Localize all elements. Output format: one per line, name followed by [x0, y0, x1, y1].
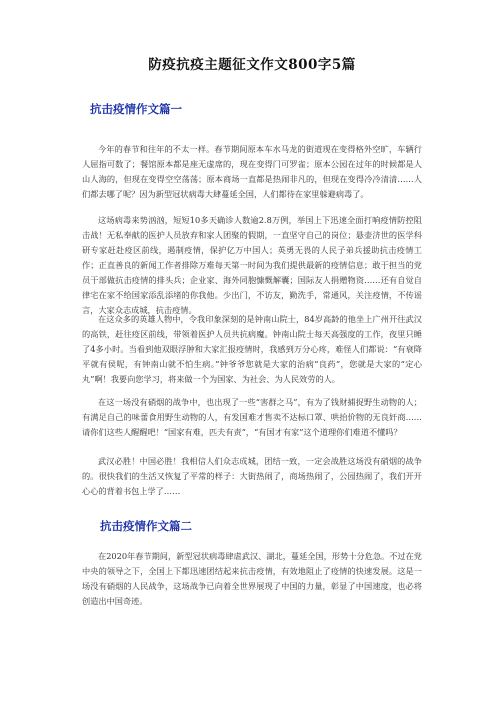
section-heading-1: 抗击疫情作文篇一 — [90, 102, 182, 116]
paragraph: 这场病毒来势汹汹，短短10多天确诊人数逾2.8万例，举国上下迅速全面打响疫情防控阻击战！无私奉献的医护人员放弃和家人团聚的假期，一直坚守自己的岗位；悬壶济世的医学科研专家赶赴疫区前线，遏制疫情，保护亿万中国人；英勇无畏的人民子弟兵援助抗击疫情工作；正直善良的新闻工作者排除万难每天第一时间为我们提供最新的疫情信息；敢于担当的党员干部做抗击疫情的排头兵；企业家、海外同胞慷慨解囊；国际友人捐赠物资……还有自觉自律宅在家不给国家添乱添堵的你我他。少出门，不访友，勤洗手，常通风，关注疫情，不传谣言，大家众志成城，抗击疫情。 — [82, 215, 422, 315]
paragraph: 在这众多的英雄人物中，令我印象深刻的是钟南山院士，84岁高龄的他坐上广州开往武汉的高铁，赶往疫区前线，带领着医护人员共抗病魔。钟南山院士每天高强度的工作，夜里只睡了4多小时。当看到他双眼浮肿和大家汇报疫情时，我感到万分心疼，难怪人们都说：“有衰降平就有侯呢，有钟南山就不怕生病。”钟爷爷您就是大家的治病“良药”，您就是大家的“定心丸”啊！我要向您学习，将来做一个为国家、为社会、为人民效劳的人。 — [82, 314, 422, 384]
section-heading-2: 抗击疫情作文篇二 — [100, 519, 192, 533]
paragraph: 今年的春节和往年的不太一样。春节期间原本车水马龙的街道现在变得格外空旷，车辆行人屈指可数了；餐馆原本都是座无虚席的，现在变得门可罗雀；原本公园在过年的时候都是人山人海的，但现在变得空空荡荡；原本商场一直都是热闹非凡的，但现在变得冷冷清清……人们都去哪了呢？因为新型冠状病毒大肆蔓延全国，人们都待在家里躲避病毒了。 — [82, 144, 422, 199]
document-title: 防疫抗疫主题征文作文800字5篇 — [148, 57, 356, 73]
paragraph: 在这一场没有硝烟的战争中，也出现了一些“害群之马”，有为了钱财捕捉野生动物的人；有满足自己的味蕾食用野生动物的人，有发国难才售卖不达标口罩、哄抬价物的无良奸商……请你们这些人醒醒吧！“国家有难，匹夫有责”，“有国才有家”这个道理你们难道不懂吗？ — [82, 397, 422, 437]
paragraph: 武汉必胜！中国必胜！我相信人们众志成城，团结一致，一定会战胜这场没有硝烟的战争的。很快我们的生活又恢复了平常的样子：大街热闹了，商场热闹了，公园热闹了，我们开开心心的背着书包上学了…… — [82, 456, 422, 496]
paragraph: 在2020年春节期间，新型冠状病毒肆虐武汉、湖北，蔓延全国，形势十分危急。不过在党中央的领导之下，全国上下都迅速团结起来抗击疫情，有效地阻止了疫情的快速发展。这是一场没有硝烟的人民战争，这场战争已向着全世界展现了中国的力量，彰显了中国速度，也必将创造出中国奇迹。 — [82, 551, 422, 606]
